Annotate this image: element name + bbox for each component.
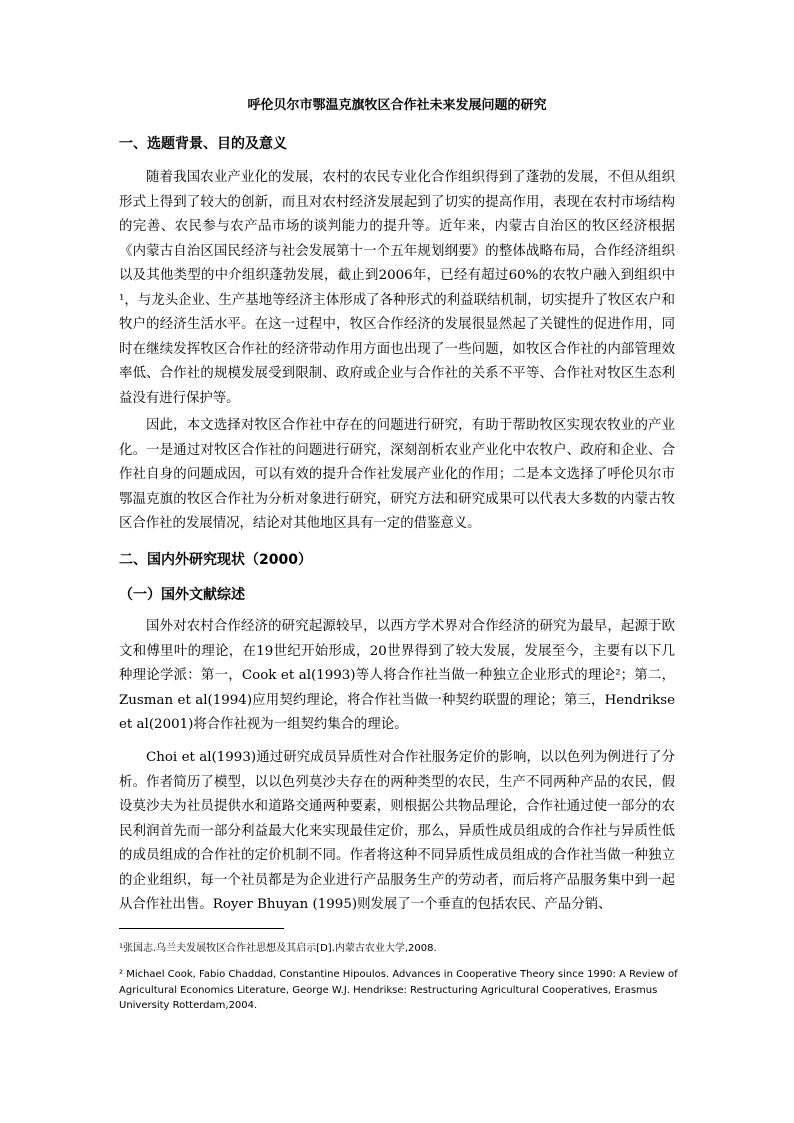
footnote-2: ² Michael Cook, Fabio Chaddad, Constantine Hipoulos. Advances in Cooperative Theory since 1990: A Review of Agricultural Economics Literature, George W.J. Hendrikse: Restructuring Agricultural Cooperatives, Erasmus University Rotterdam,2004. (119, 969, 678, 1011)
paragraph-background-2: 因此，本文选择对牧区合作社中存在的问题进行研究，有助于帮助牧区实现农牧业的产业化。一是通过对牧区合作社的问题进行研究，深刻剖析农业产业化中农牧户、政府和企业、合作社自身的问题成因，可以有效的提升合作社发展产业化的作用；二是本文选择了呼伦贝尔市鄂温克旗的牧区合作社为分析对象进行研究，研究方法和研究成果可以代表大多数的内蒙古牧区合作社的发展情况，结论对其他地区具有一定的借鉴意义。 (119, 418, 675, 531)
section-heading-research-status: 二、国内外研究现状（2000） (119, 552, 312, 568)
subsection-heading-foreign-literature: （一）国外文献综述 (119, 587, 245, 603)
paragraph-background-1: 随着我国农业产业化的发展，农村的农民专业化合作组织得到了蓬勃的发展，不但从组织形式上得到了较大的创新，而且对农村经济发展起到了切实的提高作用，表现在农村市场结构的完善、农民参与农产品市场的谈判能力的提升等。近年来，内蒙古自治区的牧区经济根据《内蒙古自治区国民经济与社会发展第十一个五年规划纲要》的整体战略布局，合作经济组织以及其他类型的中介组织蓬勃发展，截止到2006年，已经有超过60%的农牧户融入到组织中¹，与龙头企业、生产基地等经济主体形成了各种形式的利益联结机制，切实提升了牧区农户和牧户的经济生活水平。在这一过程中，牧区合作经济的发展很显然起了关键性的促进作用，同时在继续发挥牧区合作社的经济带动作用方面也出现了一些问题，如牧区合作社的内部管理效率低、合作社的规模发展受到限制、政府或企业与合作社的关系不平等、合作社对牧区生态利益没有进行保护等。 (119, 170, 675, 406)
paragraph-foreign-1: 国外对农村合作经济的研究起源较早，以西方学术界对合作经济的研究为最早，起源于欧文和傅里叶的理论，在19世纪开始形成，20世界得到了较大发展，发展至今，主要有以下几种理论学派：第一，Cook et al(1993)等人将合作社当做一种独立企业形式的理论²；第二，Zusman et al(1994)应用契约理论，将合作社当做一种契约联盟的理论；第三，Hendrikse et al(2001)将合作社视为一组契约集合的理论。 (119, 619, 675, 732)
document-title: 呼伦贝尔市鄂温克旗牧区合作社未来发展问题的研究 (247, 98, 547, 113)
footnote-1: ¹张国志.乌兰夫发展牧区合作社思想及其启示[D].内蒙古农业大学,2008. (119, 943, 437, 954)
section-heading-background: 一、选题背景、目的及意义 (119, 136, 287, 152)
footnote-separator (119, 928, 284, 929)
paragraph-foreign-2: Choi et al(1993)通过研究成员异质性对合作社服务定价的影响，以以色列为例进行了分析。作者简历了模型，以以色列莫沙夫存在的两种类型的农民，生产不同两种产品的农民，假设莫沙夫为社员提供水和道路交通两种要素，则根据公共物品理论，合作社通过使一部分的农民利润首先而一部分利益最大化来实现最佳定价，那么，异质性成员组成的合作社与异质性低的成员组成的合作社的定价机制不同。作者将这种不同异质性成员组成的合作社当做一种独立的企业组织，每一个社员都是为企业进行产品服务生产的劳动者，而后将产品服务集中到一起从合作社出售。Royer Bhuyan (1995)则发展了一个垂直的包括农民、产品分销、 (119, 750, 675, 912)
